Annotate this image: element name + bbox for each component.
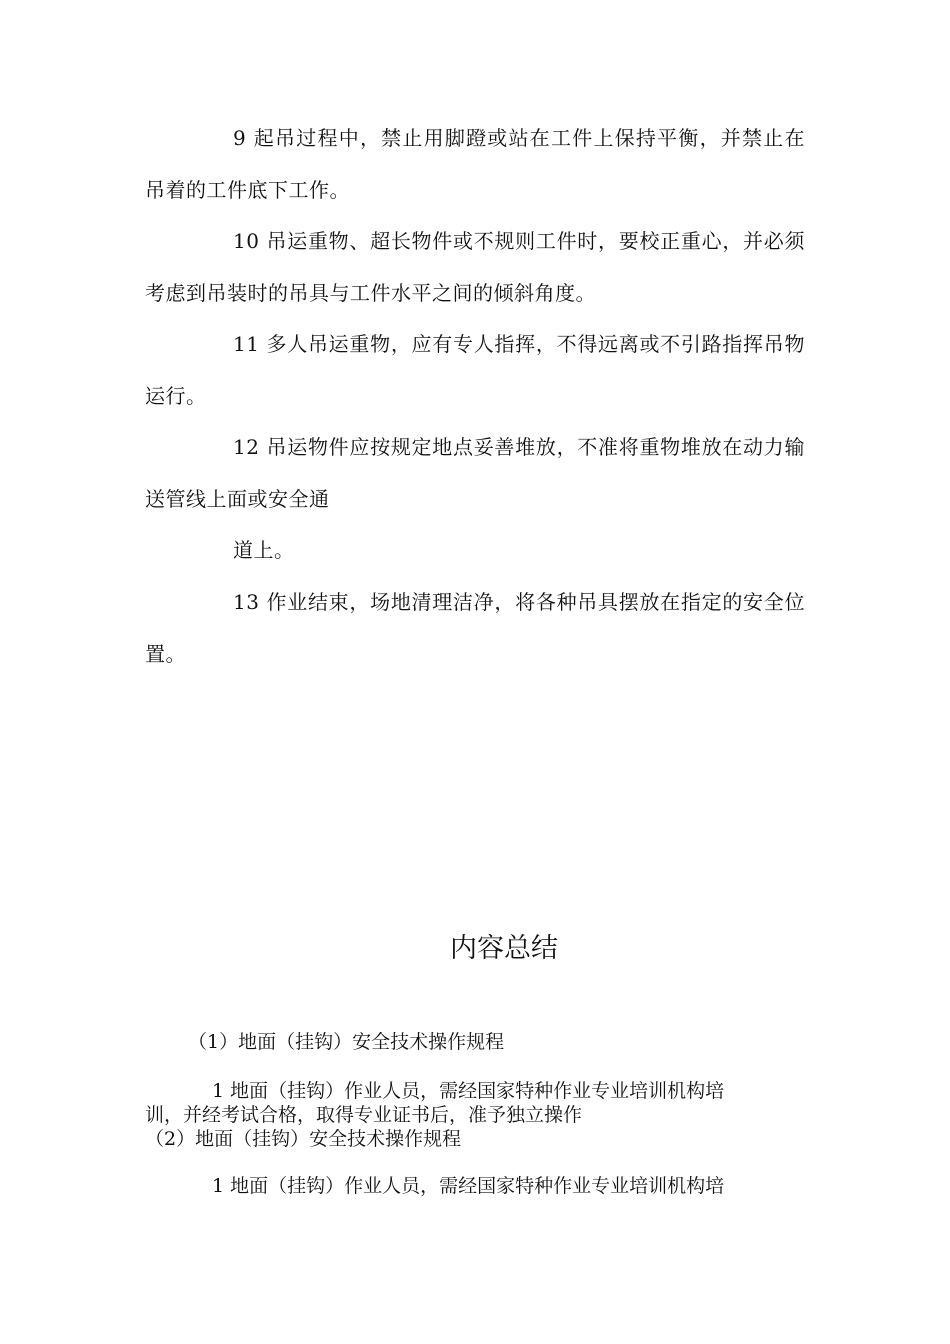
paragraph-item-10: 10 吊运重物、超长物件或不规则工件时，要校正重心，并必须考虑到吊装时的吊具与工件水平之间的倾斜角度。: [145, 229, 805, 305]
summary-paragraph-1-line-2: 训，并经考试合格，取得专业证书后，准予独立操作: [145, 1104, 583, 1126]
paragraph-item-12-continued: 道上。: [233, 538, 295, 562]
summary-paragraph-2-line-1: 1 地面（挂钩）作业人员，需经国家特种作业专业培训机构培: [212, 1175, 725, 1197]
paragraph-item-9: 9 起吊过程中，禁止用脚蹬或站在工件上保持平衡，并禁止在吊着的工件底下工作。: [145, 126, 805, 202]
paragraph-item-13: 13 作业结束，场地清理洁净，将各种吊具摆放在指定的安全位置。: [145, 590, 805, 666]
summary-title: 内容总结: [450, 933, 558, 964]
summary-heading-1: （1）地面（挂钩）安全技术操作规程: [188, 1031, 505, 1053]
paragraph-item-12: 12 吊运物件应按规定地点妥善堆放，不准将重物堆放在动力输送管线上面或安全通: [145, 435, 805, 511]
summary-heading-2: （2）地面（挂钩）安全技术操作规程: [145, 1128, 462, 1150]
paragraph-item-11: 11 多人吊运重物，应有专人指挥，不得远离或不引路指挥吊物运行。: [145, 332, 805, 408]
summary-paragraph-1-line-1: 1 地面（挂钩）作业人员，需经国家特种作业专业培训机构培: [212, 1080, 725, 1102]
